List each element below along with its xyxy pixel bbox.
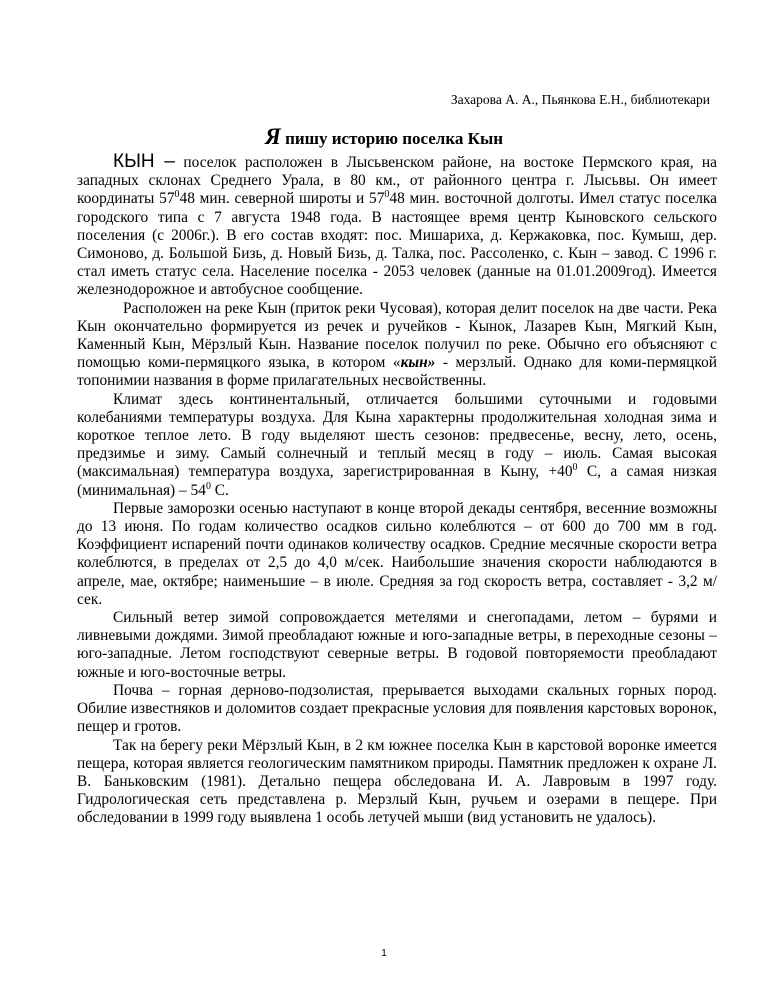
paragraph-text: Климат здесь континентальный, отличается большими суточными и годовыми колебаниями температуры воздуха. Для Кына характерны продолжительная холодная зима и короткое теплое лето. В году выделяют шесть сезонов: предвесенье, весну, лето, осень, предзимье и зиму. Самый солнечный и теплый месяц в году – июль. Самая высокая (максимальная) температура воздуха, зарегистрированная в Кыну, +40 bbox=[77, 390, 717, 481]
paragraph-text: С. bbox=[210, 481, 229, 499]
paragraph-text: Расположен на реке Кын (приток реки Чусовая), которая делит поселок на две части. Река Кын окончательно формируется из речек и ручейков - Кынок, Лазарев Кын, Мягкий Кын, Каменный Кын, Мёрзлый Кын. Название поселок получил по реке. Обычно его объясняют с помощью коми-пермяцкого языка, в котором « bbox=[77, 299, 717, 372]
paragraph-soil: Почва – горная дерново-подзолистая, прерывается выходами скальных горных пород. Обилие известняков и доломитов создает прекрасные условия для появления карстовых воронок, пещер и гротов. bbox=[77, 681, 717, 736]
paragraph-climate bbox=[77, 391, 717, 500]
paragraph-text: - мерзлый. Однако для коми-пермяцкой топонимии названия в форме прилагательных несвойственны. bbox=[77, 354, 718, 390]
paragraph-intro bbox=[77, 153, 717, 300]
page-number: 1 bbox=[381, 948, 387, 959]
title-initial-letter: Я bbox=[264, 124, 281, 149]
paragraph-text: 48 мин. восточной долготы. Имел статус поселка городского типа с 7 августа 1948 года. В настоящее время центр Кыновского сельского поселения (с 2006г.). В его состав входят: пос. Мишариха, д. Кержаковка, пос. Кумыш, дер. Симоново, д. Большой Бизь, д. Новый Бизь, д. Талка, пос. Рассоленко, с. Кын – завод. С 1996 г. стал иметь статус села. Население поселка - 2053 человек (данные на 01.01.2009год). Имеется железнодорожное и автобусное сообщение. bbox=[77, 190, 717, 299]
lead-word: КЫН – bbox=[113, 151, 176, 172]
paragraph-cave: Так на берегу реки Мёрзлый Кын, в 2 км южнее поселка Кын в карстовой воронке имеется пещера, которая является геологическим памятником природы. Памятник предложен к охране Л. В. Баньковским (1981). Детально пещера обследована И. А. Лавровым в 1997 году. Гидрологическая сеть представлена р. Мерзлый Кын, ручьем и озерами в пещере. При обследовании в 1999 году выявлена 1 особь летучей мыши (вид установить не удалось). bbox=[77, 736, 717, 827]
title-text: пишу историю поселка Кын bbox=[280, 129, 504, 148]
degree-superscript: 0 bbox=[174, 189, 180, 201]
degree-superscript: 0 bbox=[205, 480, 211, 492]
paragraph-text: поселок расположен в Лысьвенском районе, на востоке Пермского края, на западных склонах Среднего Урала, в 80 км., от районного центра г. Лысьвы. Он имеет координаты 57 bbox=[77, 154, 717, 208]
emphasis-word: кын» bbox=[400, 354, 436, 372]
paragraph-frost: Первые заморозки осенью наступают в конце второй декады сентября, весенние возможны до 13 июня. По годам количество осадков сильно колеблются – от 600 до 700 мм в год. Коэффициент испарений почти одинаков количеству осадков. Средние месячные скорости ветра колеблются, в пределах от 2,5 до 4,0 м/сек. Наибольшие значения скорости наблюдаются в апреле, мае, октябре; наименьшие – в июле. Средняя за год скорость ветра, составляет - 3,2 м/сек. bbox=[77, 499, 717, 608]
paragraph-text: С, а самая низкая (минимальная) – 54 bbox=[77, 463, 718, 499]
document-title bbox=[0, 124, 768, 150]
paragraph-river bbox=[77, 300, 717, 391]
paragraph-wind: Сильный ветер зимой сопровождается метелями и снегопадами, летом – бурями и ливневыми дождями. Зимой преобладают южные и юго-западные ветры, в переходные сезоны – юго-западные. Летом господствуют северные ветры. В годовой повторяемости преобладают южные и юго-восточные ветры. bbox=[77, 609, 717, 681]
document-body bbox=[77, 153, 717, 828]
authors-line: Захарова А. А., Пьянкова Е.Н., библиотекари bbox=[450, 92, 710, 107]
degree-superscript: 0 bbox=[384, 189, 390, 201]
paragraph-text: 48 мин. северной широты и 57 bbox=[179, 190, 385, 208]
degree-superscript: 0 bbox=[572, 462, 578, 474]
